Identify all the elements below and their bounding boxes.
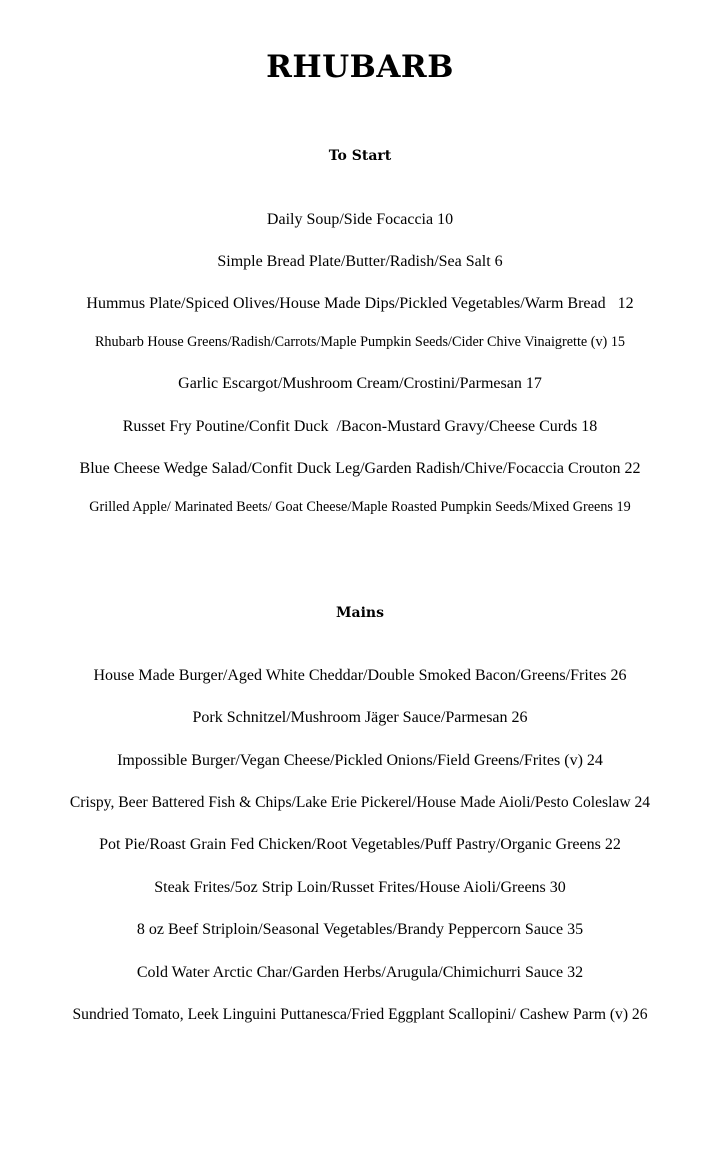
menu-item: Pork Schnitzel/Mushroom Jäger Sauce/Parmesan 26 — [192, 709, 528, 726]
restaurant-title: RHUBARB — [266, 49, 454, 85]
menu-item: Rhubarb House Greens/Radish/Carrots/Maple Pumpkin Seeds/Cider Chive Vinaigrette (v) 15 — [94, 334, 626, 350]
menu-item: Blue Cheese Wedge Salad/Confit Duck Leg/Garden Radish/Chive/Focaccia Crouton 22 — [79, 460, 641, 477]
menu-item: Steak Frites/5oz Strip Loin/Russet Frites/House Aioli/Greens 30 — [154, 879, 566, 896]
section-heading-mains: Mains — [336, 605, 384, 621]
menu-item: Garlic Escargot/Mushroom Cream/Crostini/Parmesan 17 — [178, 375, 542, 392]
menu-item: Grilled Apple/ Marinated Beets/ Goat Cheese/Maple Roasted Pumpkin Seeds/Mixed Greens 19 — [89, 499, 631, 515]
menu-item: Pot Pie/Roast Grain Fed Chicken/Root Vegetables/Puff Pastry/Organic Greens 22 — [99, 836, 621, 853]
menu-item: House Made Burger/Aged White Cheddar/Double Smoked Bacon/Greens/Frites 26 — [93, 667, 627, 684]
menu-item: Russet Fry Poutine/Confit Duck /Bacon-Mustard Gravy/Cheese Curds 18 — [122, 418, 598, 435]
menu-item: Crispy, Beer Battered Fish & Chips/Lake Erie Pickerel/House Made Aioli/Pesto Coleslaw 24 — [69, 794, 651, 811]
menu-item: Cold Water Arctic Char/Garden Herbs/Arugula/Chimichurri Sauce 32 — [136, 964, 584, 981]
section-heading-to-start: To Start — [328, 148, 392, 164]
menu-item: Hummus Plate/Spiced Olives/House Made Dips/Pickled Vegetables/Warm Bread 12 — [86, 295, 634, 312]
menu-item: Sundried Tomato, Leek Linguini Puttanesca/Fried Eggplant Scallopini/ Cashew Parm (v) 26 — [72, 1006, 648, 1023]
menu-item: 8 oz Beef Striploin/Seasonal Vegetables/Brandy Peppercorn Sauce 35 — [136, 921, 584, 938]
menu-item: Impossible Burger/Vegan Cheese/Pickled Onions/Field Greens/Frites (v) 24 — [117, 752, 603, 769]
menu-item: Simple Bread Plate/Butter/Radish/Sea Salt 6 — [217, 253, 503, 270]
menu-item: Daily Soup/Side Focaccia 10 — [266, 211, 454, 228]
